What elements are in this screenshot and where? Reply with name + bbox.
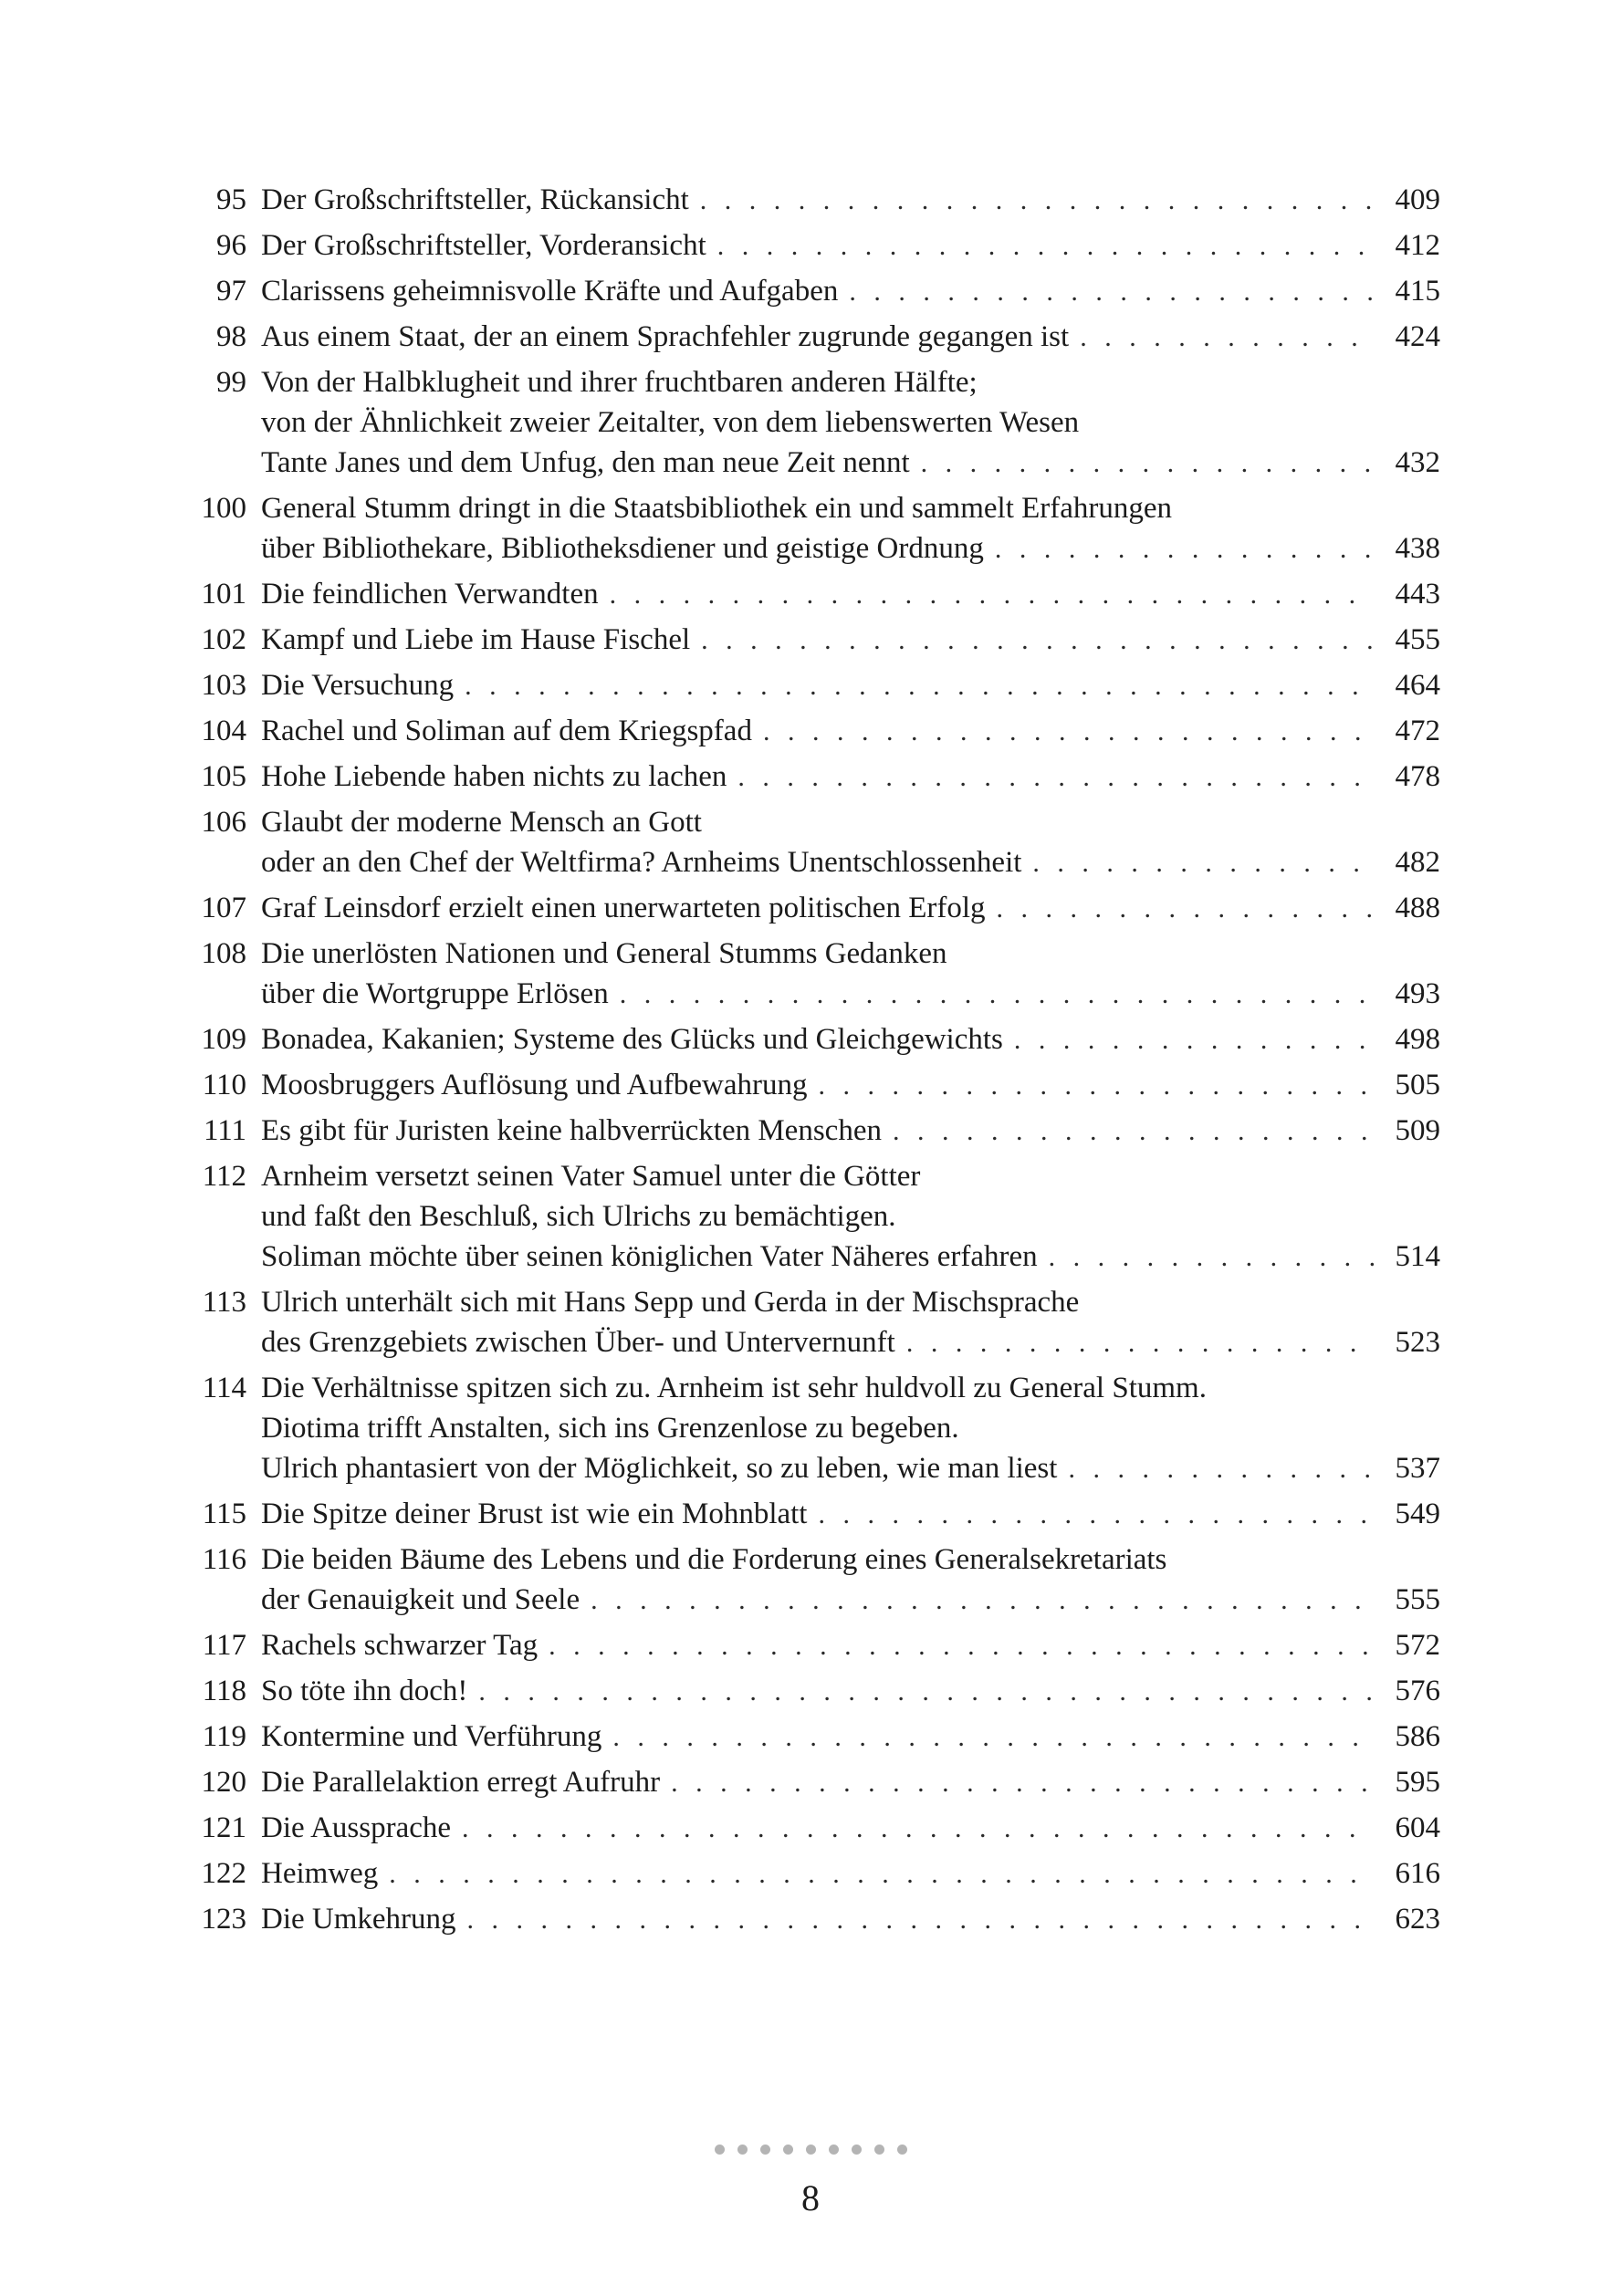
chapter-title-block	[261, 714, 1440, 749]
toc-entry[interactable]	[183, 365, 1442, 481]
toc-entry[interactable]	[183, 1719, 1442, 1755]
chapter-number: 121	[201, 1811, 246, 1844]
page-reference: 514	[1395, 1240, 1440, 1273]
chapter-title-line: Die Verhältnisse spitzen sich zu. Arnheim ist sehr huldvoll zu General Stumm.	[261, 1372, 1207, 1404]
dot-leader	[1049, 1240, 1375, 1275]
chapter-title-block	[261, 365, 1440, 481]
chapter-number: 114	[202, 1372, 246, 1404]
page-reference: 623	[1395, 1903, 1440, 1936]
toc-entry[interactable]	[183, 274, 1442, 309]
chapter-title-block	[261, 1902, 1440, 1937]
chapter-title-line: Heimweg	[261, 1857, 379, 1890]
dot-leader	[906, 1326, 1375, 1361]
chapter-number: 103	[201, 669, 246, 702]
chapter-title-line: und faßt den Beschluß, sich Ulrichs zu bemächtigen.	[261, 1200, 896, 1233]
page-reference: 424	[1395, 320, 1440, 353]
dot-leader	[921, 446, 1375, 481]
chapter-title-last-line	[261, 1902, 1440, 1937]
chapter-number: 100	[201, 492, 246, 525]
chapter-title-line: Die unerlösten Nationen und General Stumms Gedanken	[261, 937, 947, 970]
chapter-title-line: Tante Janes und dem Unfug, den man neue Zeit nennt	[261, 446, 910, 479]
page-reference: 537	[1395, 1452, 1440, 1485]
page-reference: 604	[1395, 1811, 1440, 1844]
chapter-title-last-line	[261, 1856, 1440, 1892]
chapter-number: 110	[202, 1069, 246, 1101]
chapter-title-last-line	[261, 845, 1440, 881]
chapter-title-line: Moosbruggers Auflösung und Aufbewahrung	[261, 1069, 808, 1101]
chapter-title-line: Glaubt der moderne Mensch an Gott	[261, 806, 702, 839]
chapter-title-line: Der Großschriftsteller, Vorderansicht	[261, 229, 706, 262]
chapter-title-line: Ulrich phantasiert von der Möglichkeit, so zu leben, wie man liest	[261, 1452, 1058, 1485]
page-reference: 455	[1395, 623, 1440, 656]
chapter-number: 98	[216, 320, 246, 353]
chapter-number: 102	[201, 623, 246, 656]
page-reference: 509	[1395, 1114, 1440, 1147]
chapter-number: 112	[202, 1160, 246, 1193]
chapter-title-last-line	[261, 1719, 1440, 1755]
toc-entry[interactable]	[183, 891, 1442, 926]
chapter-title-line: von der Ähnlichkeit zweier Zeitalter, von dem liebenswerten Wesen	[261, 406, 1080, 439]
toc-entry[interactable]	[183, 805, 1442, 881]
toc-entry[interactable]	[183, 1765, 1442, 1800]
page-reference: 549	[1395, 1498, 1440, 1530]
chapter-title-last-line	[261, 319, 1440, 355]
chapter-title-line: Die Spitze deiner Brust ist wie ein Mohnblatt	[261, 1498, 808, 1530]
toc-entry[interactable]	[183, 1542, 1442, 1618]
toc-entry[interactable]	[183, 1674, 1442, 1709]
chapter-title-last-line	[261, 1811, 1440, 1846]
dot-icon	[760, 2145, 770, 2155]
dot-leader	[591, 1583, 1375, 1618]
chapter-title-line: Die beiden Bäume des Lebens und die Forderung eines Generalsekretariats	[261, 1543, 1167, 1576]
chapter-title-line: Diotima trifft Anstalten, sich ins Grenzenlose zu begeben.	[261, 1412, 959, 1445]
dot-icon	[829, 2145, 839, 2155]
toc-entry[interactable]	[183, 1497, 1442, 1532]
dot-icon	[897, 2145, 907, 2155]
dot-icon	[715, 2145, 725, 2155]
chapter-title-block	[261, 622, 1440, 658]
dot-leader	[465, 669, 1375, 704]
toc-entry[interactable]	[183, 714, 1442, 749]
dot-leader	[549, 1629, 1375, 1664]
dot-icon	[737, 2145, 748, 2155]
chapter-title-block	[261, 1765, 1440, 1800]
page-reference: 478	[1395, 760, 1440, 793]
chapter-title-line: Clarissens geheimnisvolle Kräfte und Aufgaben	[261, 275, 839, 308]
chapter-title-line: Rachel und Soliman auf dem Kriegspfad	[261, 715, 752, 747]
dot-leader	[389, 1857, 1375, 1892]
chapter-title-last-line	[261, 1325, 1440, 1361]
dot-leader	[737, 760, 1375, 795]
chapter-title-last-line	[261, 1582, 1440, 1618]
chapter-number: 113	[202, 1286, 246, 1319]
chapter-title-line: So töte ihn doch!	[261, 1675, 468, 1707]
page-reference: 415	[1395, 275, 1440, 308]
page-reference: 595	[1395, 1766, 1440, 1799]
toc-entry[interactable]	[183, 668, 1442, 704]
chapter-title-line: Die Aussprache	[261, 1811, 452, 1844]
chapter-title-line: Die Versuchung	[261, 669, 455, 702]
chapter-title-last-line	[261, 577, 1440, 612]
dot-leader	[1014, 1023, 1375, 1058]
chapter-title-last-line	[261, 622, 1440, 658]
chapter-title-last-line	[261, 891, 1440, 926]
dot-leader	[478, 1675, 1375, 1709]
chapter-title-line: Graf Leinsdorf erzielt einen unerwarteten politischen Erfolg	[261, 892, 986, 924]
toc-entry[interactable]	[183, 1902, 1442, 1937]
chapter-title-last-line	[261, 1497, 1440, 1532]
chapter-number: 115	[202, 1498, 246, 1530]
chapter-title-block	[261, 891, 1440, 926]
page-reference: 586	[1395, 1720, 1440, 1753]
dot-leader	[612, 1720, 1375, 1755]
toc-entry[interactable]	[183, 622, 1442, 658]
chapter-title-block	[261, 319, 1440, 355]
chapter-title-block	[261, 1285, 1440, 1361]
dot-leader	[995, 532, 1375, 567]
dot-leader	[763, 715, 1375, 749]
chapter-title-last-line	[261, 1068, 1440, 1103]
chapter-title-line: Bonadea, Kakanien; Systeme des Glücks und Gleichgewichts	[261, 1023, 1003, 1056]
toc-entry[interactable]	[183, 1628, 1442, 1664]
chapter-title-line: über die Wortgruppe Erlösen	[261, 977, 609, 1010]
chapter-title-line: Arnheim versetzt seinen Vater Samuel unter die Götter	[261, 1160, 921, 1193]
chapter-number: 123	[201, 1903, 246, 1936]
page-reference: 482	[1395, 846, 1440, 879]
page-reference: 488	[1395, 892, 1440, 924]
chapter-number: 105	[201, 760, 246, 793]
chapter-number: 106	[201, 806, 246, 839]
chapter-title-line: Hohe Liebende haben nichts zu lachen	[261, 760, 727, 793]
dot-leader	[893, 1114, 1375, 1149]
chapter-title-last-line	[261, 274, 1440, 309]
chapter-number: 97	[216, 275, 246, 308]
page-reference: 576	[1395, 1675, 1440, 1707]
dot-leader	[462, 1811, 1375, 1846]
page-number: 8	[801, 2177, 820, 2218]
chapter-title-block	[261, 577, 1440, 612]
chapter-number: 108	[201, 937, 246, 970]
toc-entry[interactable]	[183, 491, 1442, 567]
chapter-number: 104	[201, 715, 246, 747]
chapter-title-line: Ulrich unterhält sich mit Hans Sepp und Gerda in der Mischsprache	[261, 1286, 1080, 1319]
toc-entry[interactable]	[183, 1159, 1442, 1275]
toc-entry[interactable]	[183, 1371, 1442, 1487]
chapter-title-last-line	[261, 1451, 1440, 1487]
chapter-title-block	[261, 1542, 1440, 1618]
chapter-number: 119	[202, 1720, 246, 1753]
chapter-title-line: Soliman möchte über seinen königlichen Vater Näheres erfahren	[261, 1240, 1038, 1273]
chapter-title-last-line	[261, 531, 1440, 567]
toc-entry[interactable]	[183, 936, 1442, 1012]
chapter-title-line: Die Umkehrung	[261, 1903, 456, 1936]
page-reference: 443	[1395, 578, 1440, 611]
chapter-title-block	[261, 1068, 1440, 1103]
chapter-number: 107	[201, 892, 246, 924]
page-reference: 438	[1395, 532, 1440, 565]
chapter-number: 116	[202, 1543, 246, 1576]
chapter-title-last-line	[261, 976, 1440, 1012]
chapter-title-block	[261, 668, 1440, 704]
page-reference: 464	[1395, 669, 1440, 702]
chapter-title-block	[261, 1113, 1440, 1149]
dot-leader	[819, 1069, 1375, 1103]
chapter-title-line: Kampf und Liebe im Hause Fischel	[261, 623, 691, 656]
dot-leader	[1080, 320, 1375, 355]
chapter-title-line: der Genauigkeit und Seele	[261, 1583, 580, 1616]
chapter-number: 122	[201, 1857, 246, 1890]
toc-entry[interactable]	[183, 1811, 1442, 1846]
toc-entry[interactable]	[183, 228, 1442, 264]
chapter-title-last-line	[261, 1239, 1440, 1275]
chapter-title-line: Rachels schwarzer Tag	[261, 1629, 539, 1662]
chapter-title-line: über Bibliothekare, Bibliotheksdiener und geistige Ordnung	[261, 532, 984, 565]
chapter-title-last-line	[261, 759, 1440, 795]
chapter-title-last-line	[261, 1765, 1440, 1800]
chapter-title-line: des Grenzgebiets zwischen Über- und Untervernunft	[261, 1326, 895, 1359]
toc-entry[interactable]	[183, 319, 1442, 355]
dot-leader	[717, 229, 1375, 264]
toc-entry[interactable]	[183, 183, 1442, 218]
page-reference: 505	[1395, 1069, 1440, 1101]
chapter-title-block	[261, 274, 1440, 309]
dot-leader	[620, 977, 1375, 1012]
chapter-title-line: General Stumm dringt in die Staatsbibliothek ein und sammelt Erfahrungen	[261, 492, 1173, 525]
chapter-title-block	[261, 1022, 1440, 1058]
toc-entry[interactable]	[183, 1113, 1442, 1149]
chapter-title-last-line	[261, 228, 1440, 264]
page-reference: 498	[1395, 1023, 1440, 1056]
chapter-title-block	[261, 183, 1440, 218]
page-reference: 432	[1395, 446, 1440, 479]
toc-entry[interactable]	[183, 577, 1442, 612]
toc-entry[interactable]	[183, 1068, 1442, 1103]
dot-leader	[1032, 846, 1375, 881]
toc-entry[interactable]	[183, 1022, 1442, 1058]
chapter-title-block	[261, 1856, 1440, 1892]
chapter-title-block	[261, 936, 1440, 1012]
chapter-title-last-line	[261, 1674, 1440, 1709]
chapter-title-block	[261, 805, 1440, 881]
page-reference: 412	[1395, 229, 1440, 262]
page-reference: 523	[1395, 1326, 1440, 1359]
chapter-title-line: Die feindlichen Verwandten	[261, 578, 599, 611]
chapter-title-block	[261, 491, 1440, 567]
page-reference: 472	[1395, 715, 1440, 747]
toc-entry[interactable]	[183, 1285, 1442, 1361]
dot-leader	[467, 1903, 1375, 1937]
chapter-number: 120	[201, 1766, 246, 1799]
chapter-title-last-line	[261, 668, 1440, 704]
chapter-title-line: Von der Halbklugheit und ihrer fruchtbaren anderen Hälfte;	[261, 366, 978, 399]
chapter-number: 95	[216, 183, 246, 216]
chapter-title-line: Aus einem Staat, der an einem Sprachfehler zugrunde gegangen ist	[261, 320, 1070, 353]
chapter-title-last-line	[261, 445, 1440, 481]
chapter-title-line: Kontermine und Verführung	[261, 1720, 602, 1753]
chapter-number: 101	[201, 578, 246, 611]
table-of-contents	[183, 183, 1442, 1947]
page-reference: 616	[1395, 1857, 1440, 1890]
dot-leader	[610, 578, 1375, 612]
chapter-number: 99	[216, 366, 246, 399]
chapter-title-block	[261, 1628, 1440, 1664]
chapter-number: 118	[202, 1675, 246, 1707]
chapter-title-block	[261, 1719, 1440, 1755]
page-reference: 555	[1395, 1583, 1440, 1616]
chapter-title-block	[261, 1811, 1440, 1846]
dot-leader	[671, 1766, 1375, 1800]
page-separator-dots	[0, 2143, 1621, 2159]
dot-icon	[852, 2145, 862, 2155]
chapter-title-last-line	[261, 1113, 1440, 1149]
page-reference: 493	[1395, 977, 1440, 1010]
dot-leader	[818, 1498, 1375, 1532]
dot-leader	[997, 892, 1375, 926]
chapter-number: 111	[203, 1114, 246, 1147]
chapter-title-block	[261, 228, 1440, 264]
dot-icon	[874, 2145, 884, 2155]
toc-entry[interactable]	[183, 759, 1442, 795]
dot-leader	[701, 623, 1375, 658]
page-reference: 409	[1395, 183, 1440, 216]
chapter-title-line: Der Großschriftsteller, Rückansicht	[261, 183, 689, 216]
dot-icon	[783, 2145, 793, 2155]
chapter-title-line: Die Parallelaktion erregt Aufruhr	[261, 1766, 661, 1799]
chapter-title-block	[261, 759, 1440, 795]
dot-leader	[1068, 1452, 1375, 1487]
page-reference: 572	[1395, 1629, 1440, 1662]
chapter-title-last-line	[261, 183, 1440, 218]
toc-entry[interactable]	[183, 1856, 1442, 1892]
dot-icon	[806, 2145, 816, 2155]
dot-leader	[700, 183, 1375, 218]
chapter-title-last-line	[261, 714, 1440, 749]
chapter-title-line: Es gibt für Juristen keine halbverrückten Menschen	[261, 1114, 882, 1147]
chapter-title-block	[261, 1497, 1440, 1532]
chapter-title-block	[261, 1159, 1440, 1275]
chapter-title-block	[261, 1371, 1440, 1487]
dot-leader	[849, 275, 1375, 309]
chapter-title-block	[261, 1674, 1440, 1709]
chapter-title-line: oder an den Chef der Weltfirma? Arnheims Unentschlossenheit	[261, 846, 1022, 879]
chapter-title-last-line	[261, 1628, 1440, 1664]
chapter-number: 117	[202, 1629, 246, 1662]
chapter-number: 96	[216, 229, 246, 262]
chapter-title-last-line	[261, 1022, 1440, 1058]
chapter-number: 109	[201, 1023, 246, 1056]
